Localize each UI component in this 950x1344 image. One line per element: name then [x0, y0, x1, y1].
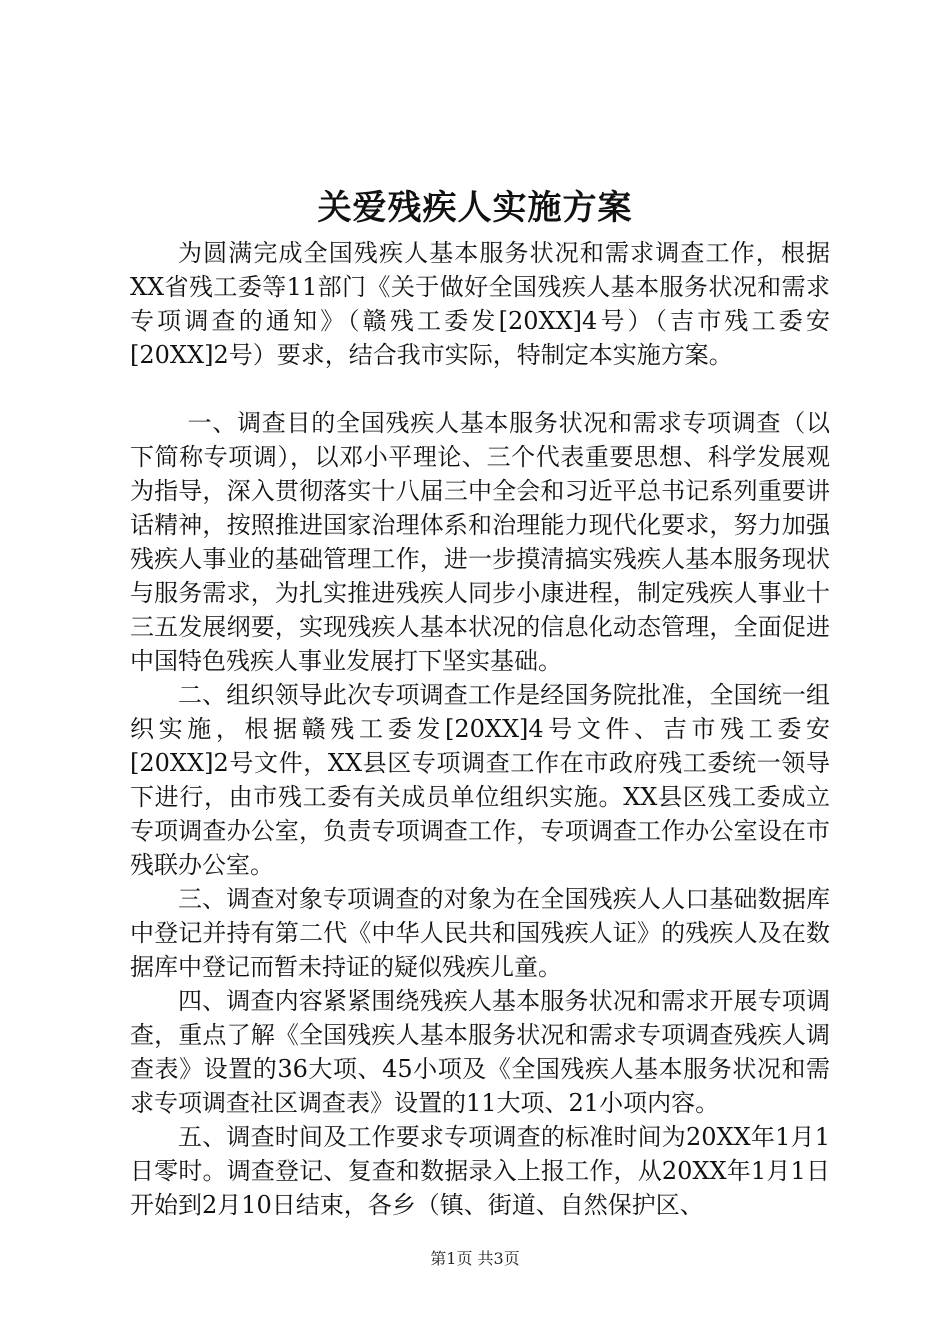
- document-title: 关爱残疾人实施方案: [317, 188, 633, 228]
- intro-paragraph: 为圆满完成全国残疾人基本服务状况和需求调查工作，根据XX省残工委等11部门《关于做好全国残疾人基本服务状况和需求专项调查的通知》（赣残工委发[20XX]4号）（吉市残工委安[20XX]2号）要求，结合我市实际，特制定本实施方案。: [130, 239, 830, 369]
- section-subjects-paragraph: 三、调查对象专项调查的对象为在全国残疾人人口基础数据库中登记并持有第二代《中华人民共和国残疾人证》的残疾人及在数据库中登记而暂未持证的疑似残疾儿童。: [130, 885, 830, 981]
- section-content-paragraph: 四、调查内容紧紧围绕残疾人基本服务状况和需求开展专项调查，重点了解《全国残疾人基本服务状况和需求专项调查残疾人调查表》设置的36大项、45小项及《全国残疾人基本服务状况和需求专项调查社区调查表》设置的11大项、21小项内容。: [130, 987, 830, 1117]
- document-body: [130, 236, 830, 1222]
- section-leadership-paragraph: 二、组织领导此次专项调查工作是经国务院批准，全国统一组织实施，根据赣残工委发[20XX]4号文件、吉市残工委安[20XX]2号文件，XX县区专项调查工作在市政府残工委统一领导下进行，由市残工委有关成员单位组织实施。XX县区残工委成立专项调查办公室，负责专项调查工作，专项调查工作办公室设在市残联办公室。: [130, 681, 830, 879]
- section-purpose-paragraph: 一、调查目的全国残疾人基本服务状况和需求专项调查（以下简称专项调），以邓小平理论、三个代表重要思想、科学发展观为指导，深入贯彻落实十八届三中全会和习近平总书记系列重要讲话精神，按照推进国家治理体系和治理能力现代化要求，努力加强残疾人事业的基础管理工作，进一步摸清搞实残疾人基本服务现状与服务需求，为扎实推进残疾人同步小康进程，制定残疾人事业十三五发展纲要，实现残疾人基本状况的信息化动态管理，全面促进中国特色残疾人事业发展打下坚实基础。: [130, 409, 830, 675]
- section-schedule-paragraph: 五、调查时间及工作要求专项调查的标准时间为20XX年1月1日零时。调查登记、复查和数据录入上报工作，从20XX年1月1日开始到2月10日结束，各乡（镇、街道、自然保护区、: [130, 1123, 830, 1219]
- page-footer: 第1页 共3页: [430, 1249, 520, 1268]
